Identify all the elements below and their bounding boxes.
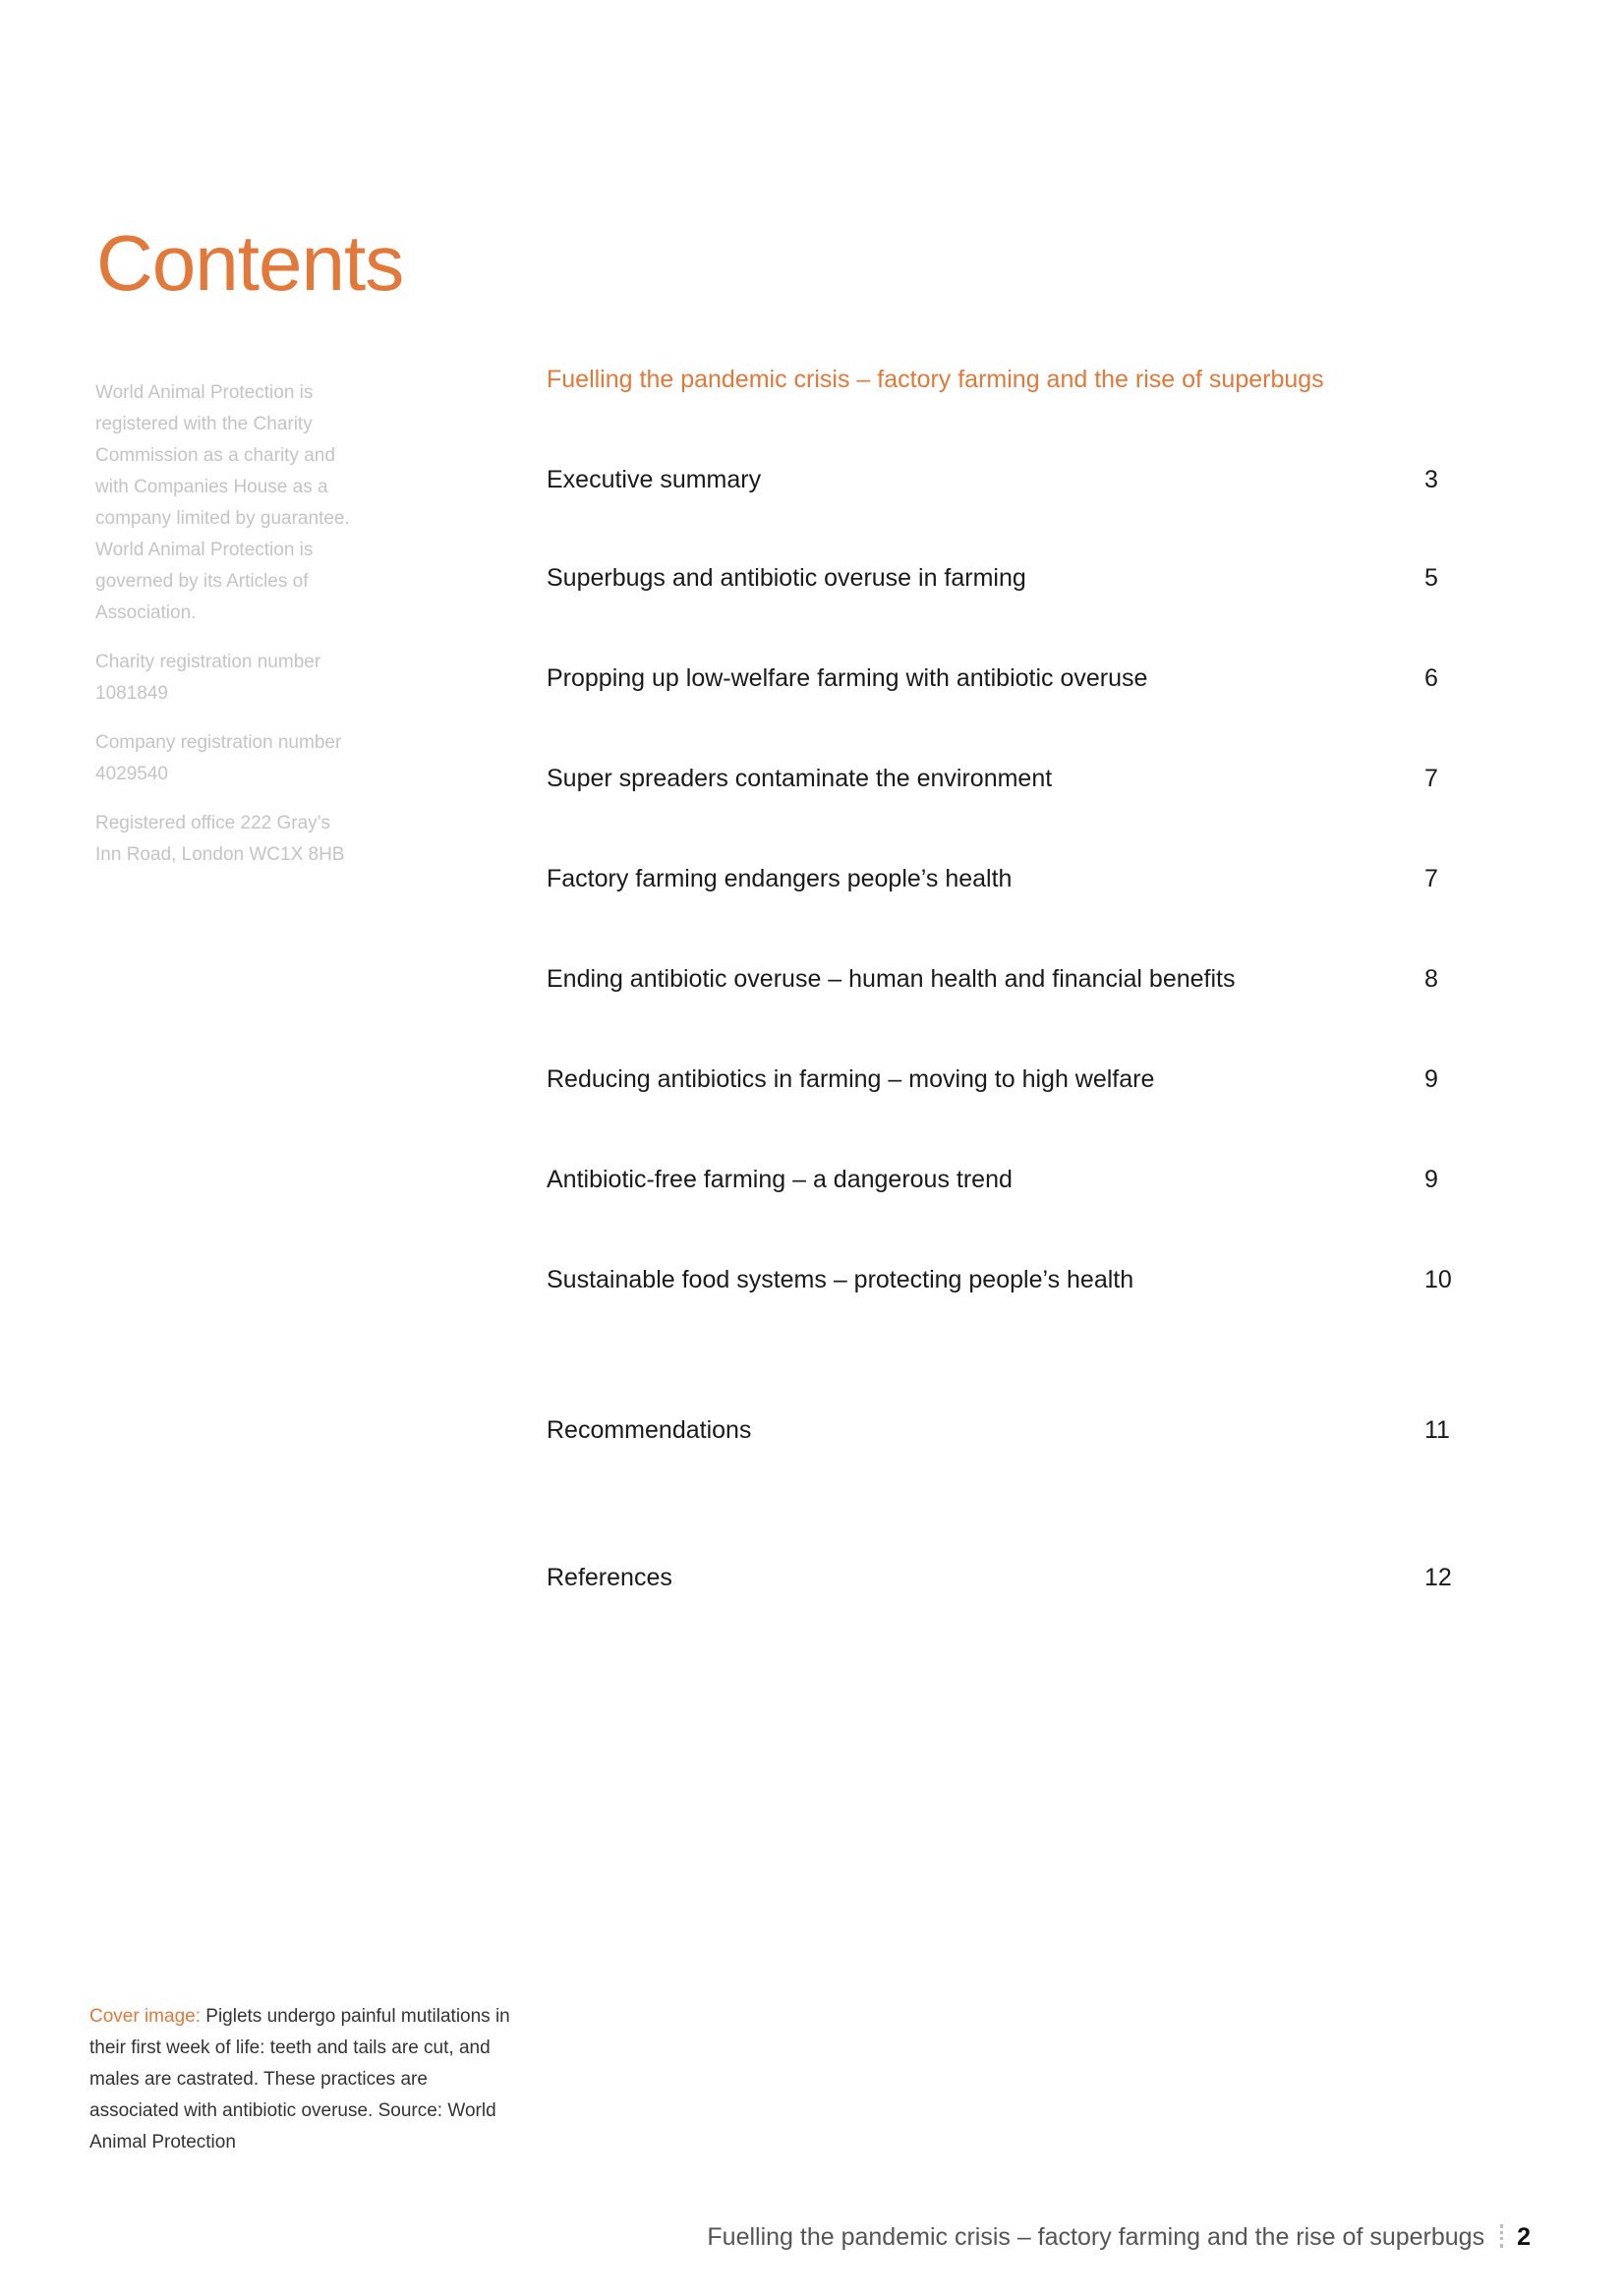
toc-entry-label: Antibiotic-free farming – a dangerous trend [547,1166,1013,1193]
caption-text: Piglets undergo painful mutilations in their first week of life: teeth and tails are cut, and males are castrated. These practices are associated with antibiotic overuse. Source: World Animal Protection [89,2006,510,2152]
toc-entry-page: 11 [1424,1416,1450,1444]
toc-entry-label: Sustainable food systems – protecting people’s health [547,1266,1134,1293]
toc-entry-label: Executive summary [547,466,762,493]
toc-entry-label: Factory farming endangers people’s health [547,865,1013,892]
toc-entry-page: 10 [1424,1266,1452,1293]
toc-entry[interactable] [547,1266,1471,1301]
toc-entry-page: 5 [1424,564,1438,592]
toc-entry-page: 9 [1424,1166,1438,1193]
toc-entry-page: 8 [1424,965,1438,993]
toc-entry-page: 9 [1424,1065,1438,1093]
footer-title: Fuelling the pandemic crisis – factory farming and the rise of superbugs [707,2223,1485,2251]
toc-entry[interactable] [547,1065,1471,1101]
toc-entry-label: Superbugs and antibiotic overuse in farming [547,564,1026,592]
toc-entry-label: Propping up low-welfare farming with antibiotic overuse [547,664,1148,692]
toc-entry-page: 12 [1424,1564,1452,1591]
toc-entry[interactable] [547,564,1471,600]
page-number: 2 [1517,2223,1531,2251]
toc-entry[interactable] [547,865,1471,900]
toc-heading[interactable]: Fuelling the pandemic crisis – factory farming and the rise of superbugs [547,366,1324,393]
charity-registration-number: Charity registration number 1081849 [95,652,321,704]
toc-entry-page: 7 [1424,865,1438,892]
toc-entry-page: 3 [1424,466,1438,493]
company-registration-number: Company registration number 4029540 [95,732,342,784]
toc-entry-page: 7 [1424,765,1438,792]
toc-entry[interactable] [547,1416,1471,1452]
toc-entry-label: Reducing antibiotics in farming – moving to high welfare [547,1065,1155,1093]
toc-entry-label: Super spreaders contaminate the environment [547,765,1053,792]
toc-entry[interactable] [547,664,1471,700]
cover-image-caption [89,2001,522,2158]
toc-entry[interactable] [547,1564,1471,1599]
toc-entry[interactable] [547,765,1471,800]
page-title: Contents [96,219,404,307]
toc-entry[interactable] [547,965,1471,1001]
caption-label: Cover image: [89,2006,201,2027]
toc-entry-label: Ending antibiotic overuse – human health and financial benefits [547,965,1236,993]
legal-registration-text: World Animal Protection is registered with the Charity Commission as a charity and with Companies House as a company limited by guarantee. World Animal Protection is governed by its Articles of Association. [95,382,350,623]
toc-entry-label: References [547,1564,672,1591]
toc-entry-page: 6 [1424,664,1438,692]
page-footer [707,2223,1531,2252]
footer-separator [1500,2224,1503,2248]
toc-entry[interactable] [547,466,1471,501]
toc-entry-label: Recommendations [547,1416,752,1444]
legal-info [95,377,351,889]
toc-entry[interactable] [547,1166,1471,1201]
registered-office: Registered office 222 Gray’s Inn Road, London WC1X 8HB [95,813,345,865]
